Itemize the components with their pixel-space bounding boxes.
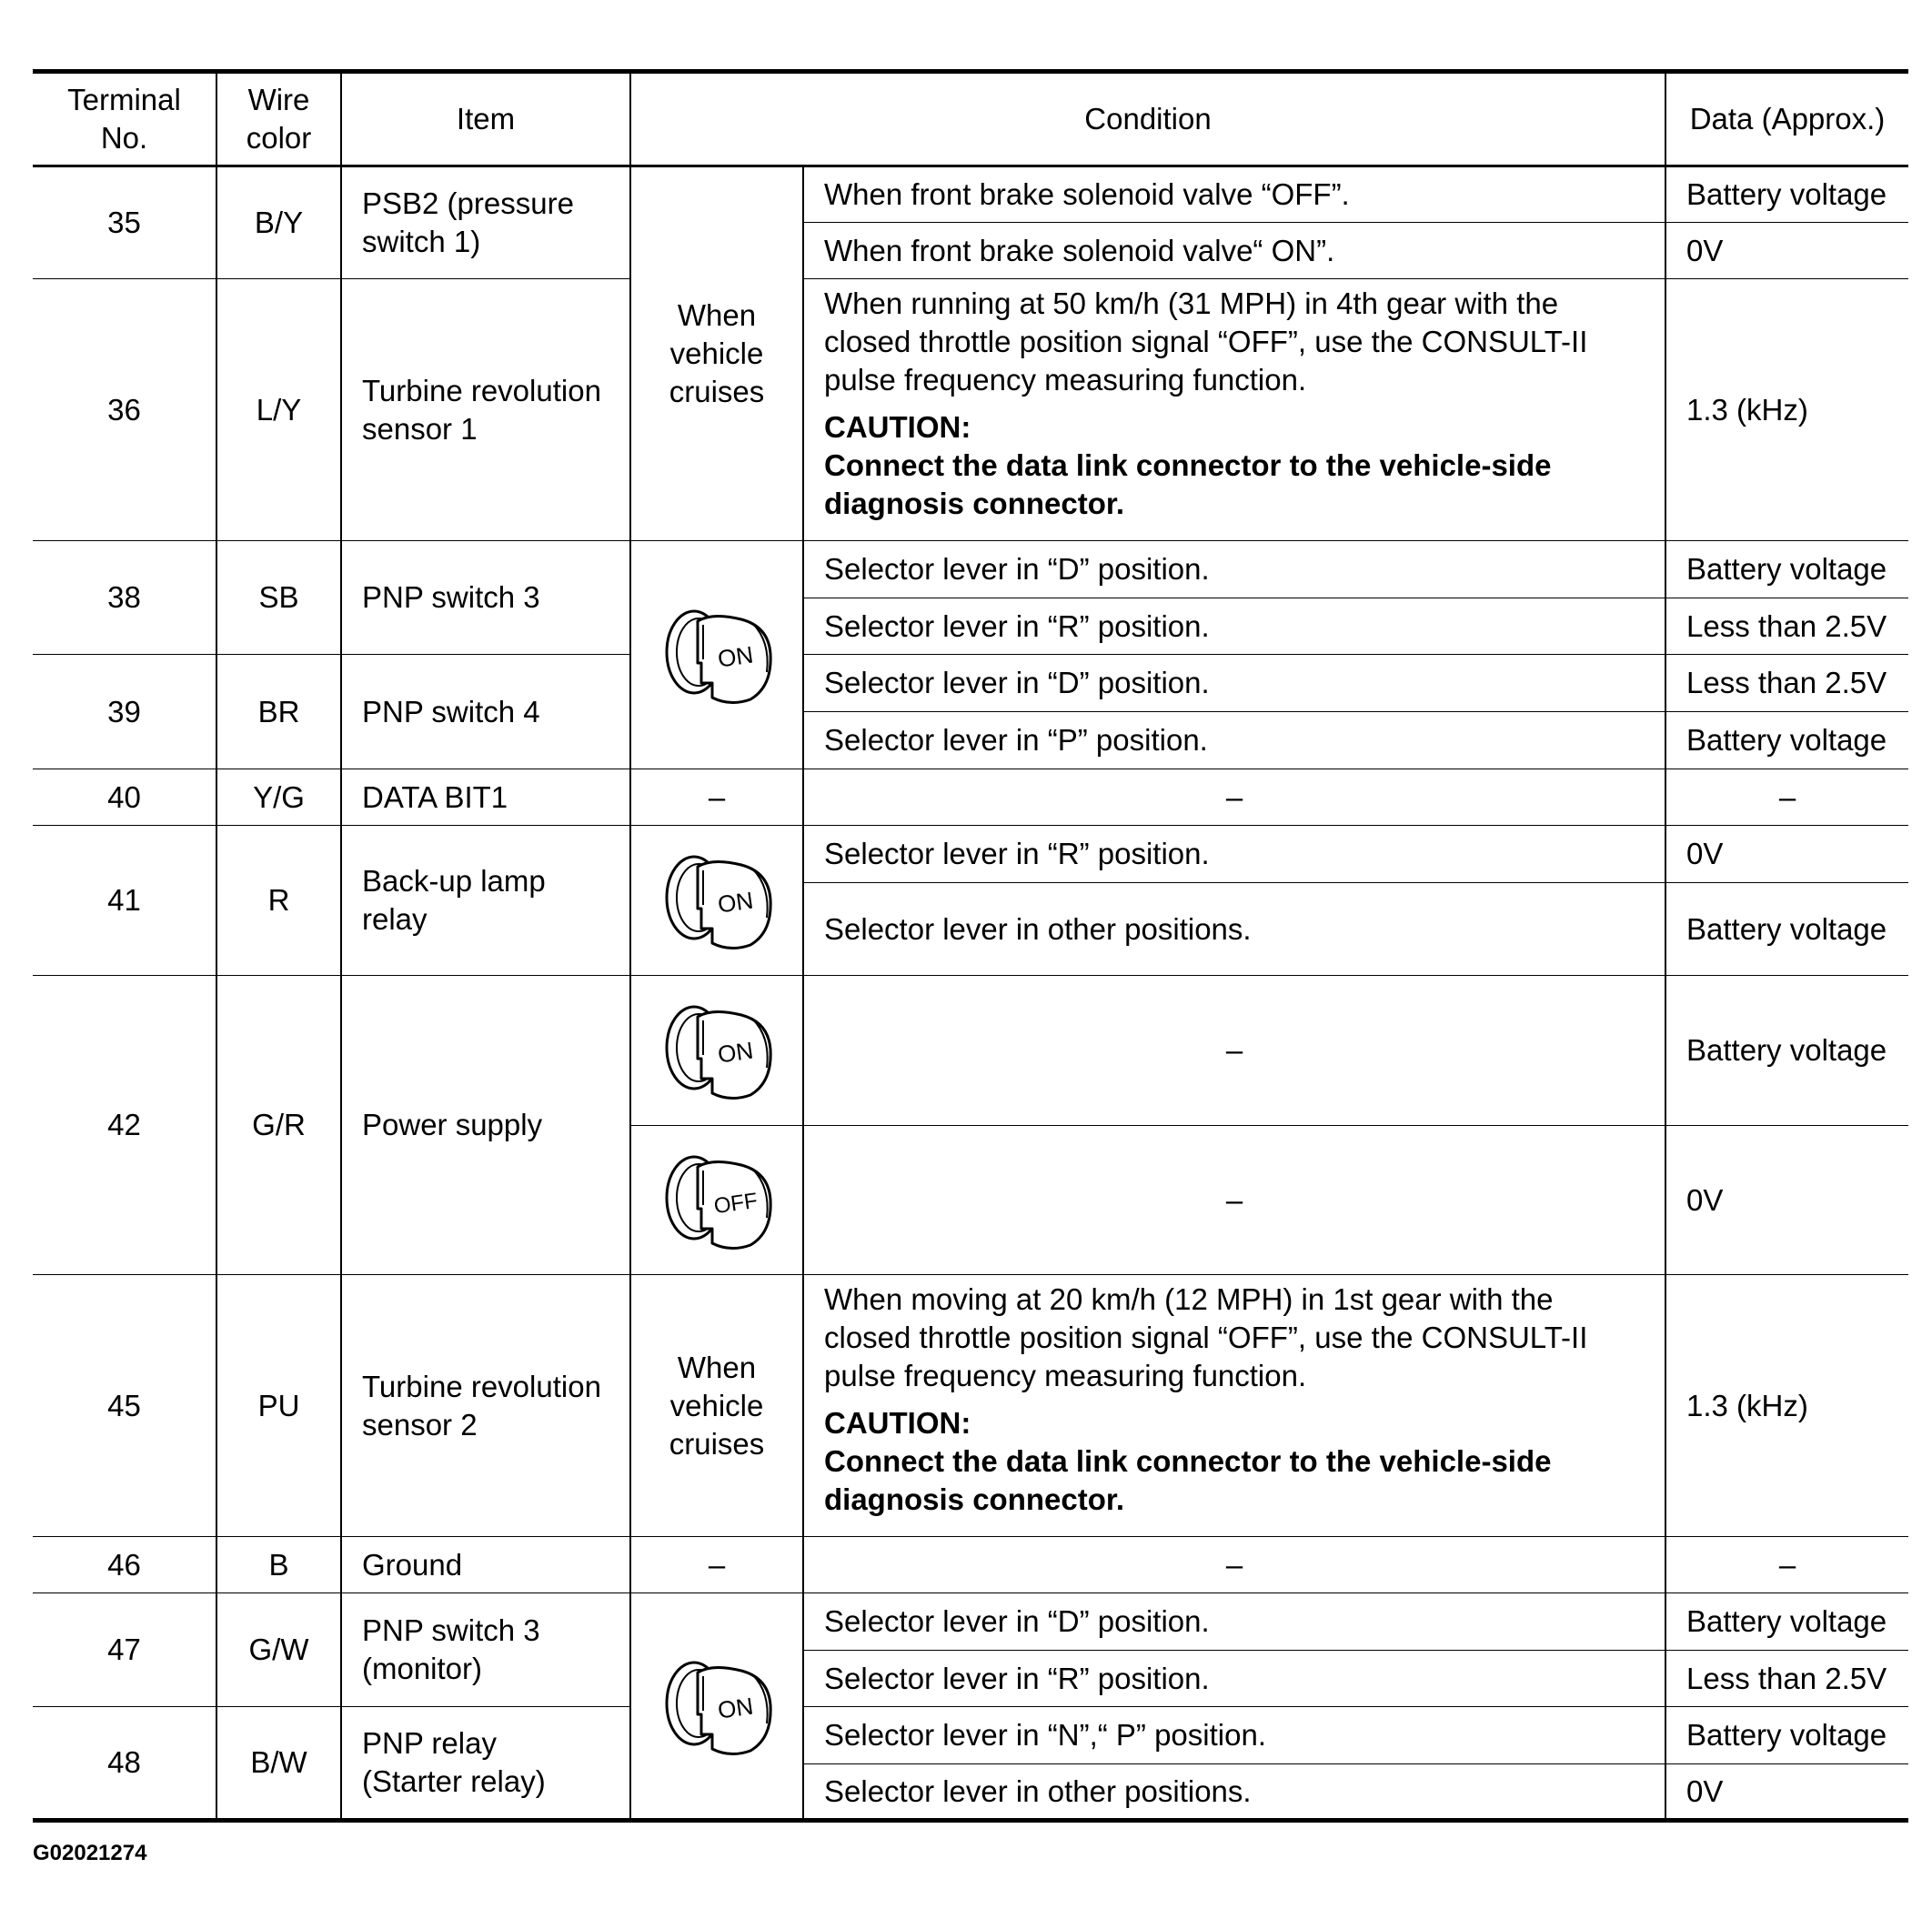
ignition-on-cell — [630, 826, 803, 976]
key-off-label: OFF — [712, 1188, 760, 1219]
item-name: PNP switch 3 — [341, 541, 630, 655]
terminal-no: 35 — [33, 166, 216, 279]
item-name: Turbine revolution sensor 1 — [341, 279, 630, 541]
condition-text-block — [803, 1275, 1665, 1537]
wire-color: B/W — [216, 1707, 341, 1821]
header-wire-color: Wire color — [216, 72, 341, 166]
data-value: Battery voltage — [1665, 166, 1908, 223]
table-row — [33, 1275, 1908, 1537]
key-on-label: ON — [716, 1691, 755, 1724]
table-row — [33, 826, 1908, 883]
condition-text-block — [803, 279, 1665, 541]
ignition-on-cell — [630, 1593, 803, 1821]
wire-color: G/R — [216, 976, 341, 1275]
condition-text: – — [803, 1126, 1665, 1275]
terminal-no: 40 — [33, 769, 216, 826]
ignition-key-on-icon — [658, 841, 776, 959]
terminal-no: 42 — [33, 976, 216, 1275]
condition-text: – — [803, 1537, 1665, 1593]
terminal-no: 45 — [33, 1275, 216, 1537]
condition-text: Selector lever in “N”,“ P” position. — [803, 1707, 1665, 1764]
condition-text: Selector lever in “D” position. — [803, 655, 1665, 712]
data-value: Less than 2.5V — [1665, 655, 1908, 712]
data-value: Battery voltage — [1665, 1707, 1908, 1764]
table-row — [33, 279, 1908, 541]
wire-color: SB — [216, 541, 341, 655]
condition-text: Selector lever in “D” position. — [803, 1593, 1665, 1651]
data-value: Less than 2.5V — [1665, 1651, 1908, 1707]
condition-text: – — [803, 769, 1665, 826]
header-condition: Condition — [630, 72, 1665, 166]
item-name: PSB2 (pressure switch 1) — [341, 166, 630, 279]
condition-mode: When vehicle cruises — [630, 1275, 803, 1537]
condition-mode: When vehicle cruises — [630, 166, 803, 541]
data-value: Less than 2.5V — [1665, 598, 1908, 655]
ignition-key-on-icon — [658, 1647, 776, 1765]
condition-text: Selector lever in “R” position. — [803, 598, 1665, 655]
condition-text: Selector lever in other positions. — [803, 1764, 1665, 1821]
condition-text: When front brake solenoid valve“ ON”. — [803, 223, 1665, 279]
table-row — [33, 769, 1908, 826]
header-data: Data (Approx.) — [1665, 72, 1908, 166]
condition-mode: – — [630, 769, 803, 826]
figure-code: G02021274 — [33, 1841, 147, 1865]
item-name: PNP switch 3 (monitor) — [341, 1593, 630, 1707]
wire-color: L/Y — [216, 279, 341, 541]
wire-color: B/Y — [216, 166, 341, 279]
data-value: Battery voltage — [1665, 1593, 1908, 1651]
header-item: Item — [341, 72, 630, 166]
condition-mode: – — [630, 1537, 803, 1593]
ignition-on-cell — [630, 541, 803, 769]
wire-color: PU — [216, 1275, 341, 1537]
table-row — [33, 541, 1908, 598]
ignition-off-cell — [630, 1126, 803, 1275]
key-on-label: ON — [716, 640, 755, 673]
terminal-no: 38 — [33, 541, 216, 655]
condition-text: When front brake solenoid valve “OFF”. — [803, 166, 1665, 223]
condition-text: When running at 50 km/h (31 MPH) in 4th gear with the closed throttle position signal “OFF”, use the CONSULT-II pulse frequency measuring function. — [824, 286, 1588, 397]
caution-note: CAUTION: Connect the data link connector to the vehicle-side diagnosis connector. — [824, 1406, 1552, 1516]
terminal-no: 39 — [33, 655, 216, 769]
ignition-on-cell — [630, 976, 803, 1126]
key-on-label: ON — [716, 1036, 755, 1069]
table-row — [33, 976, 1908, 1126]
table-row — [33, 655, 1908, 712]
condition-text: Selector lever in “D” position. — [803, 541, 1665, 598]
data-value: Battery voltage — [1665, 712, 1908, 769]
item-name: Power supply — [341, 976, 630, 1275]
wire-color: R — [216, 826, 341, 976]
data-value: 0V — [1665, 1126, 1908, 1275]
caution-note: CAUTION: Connect the data link connector to the vehicle-side diagnosis connector. — [824, 410, 1552, 520]
ignition-key-off-icon — [658, 1141, 776, 1260]
item-name: Ground — [341, 1537, 630, 1593]
data-value: 0V — [1665, 1764, 1908, 1821]
terminal-data-table — [33, 69, 1908, 1823]
terminal-no: 36 — [33, 279, 216, 541]
data-value: Battery voltage — [1665, 883, 1908, 976]
data-value: – — [1665, 1537, 1908, 1593]
terminal-no: 48 — [33, 1707, 216, 1821]
data-value: 0V — [1665, 223, 1908, 279]
item-name: Back-up lamp relay — [341, 826, 630, 976]
wire-color: G/W — [216, 1593, 341, 1707]
data-value: Battery voltage — [1665, 541, 1908, 598]
data-value: Battery voltage — [1665, 976, 1908, 1126]
item-name: PNP switch 4 — [341, 655, 630, 769]
table-row — [33, 1537, 1908, 1593]
wire-color: B — [216, 1537, 341, 1593]
condition-text: Selector lever in “P” position. — [803, 712, 1665, 769]
document-table-wrapper — [33, 69, 1908, 1823]
terminal-no: 41 — [33, 826, 216, 976]
wire-color: Y/G — [216, 769, 341, 826]
terminal-no: 46 — [33, 1537, 216, 1593]
data-value: – — [1665, 769, 1908, 826]
data-value: 1.3 (kHz) — [1665, 1275, 1908, 1537]
condition-text: Selector lever in “R” position. — [803, 826, 1665, 883]
header-terminal: Terminal No. — [33, 72, 216, 166]
terminal-no: 47 — [33, 1593, 216, 1707]
table-row — [33, 1707, 1908, 1764]
table-row — [33, 1593, 1908, 1651]
table-row — [33, 166, 1908, 223]
table-header-row — [33, 72, 1908, 166]
condition-text: – — [803, 976, 1665, 1126]
item-name: PNP relay (Starter relay) — [341, 1707, 630, 1821]
data-value: 0V — [1665, 826, 1908, 883]
wire-color: BR — [216, 655, 341, 769]
data-value: 1.3 (kHz) — [1665, 279, 1908, 541]
key-on-label: ON — [716, 886, 755, 919]
condition-text: When moving at 20 km/h (12 MPH) in 1st gear with the closed throttle position signal “OFF”, use the CONSULT-II pulse frequency measuring function. — [824, 1282, 1588, 1392]
ignition-key-on-icon — [658, 991, 776, 1110]
item-name: Turbine revolution sensor 2 — [341, 1275, 630, 1537]
ignition-key-on-icon — [658, 596, 776, 714]
condition-text: Selector lever in “R” position. — [803, 1651, 1665, 1707]
condition-text: Selector lever in other positions. — [803, 883, 1665, 976]
item-name: DATA BIT1 — [341, 769, 630, 826]
